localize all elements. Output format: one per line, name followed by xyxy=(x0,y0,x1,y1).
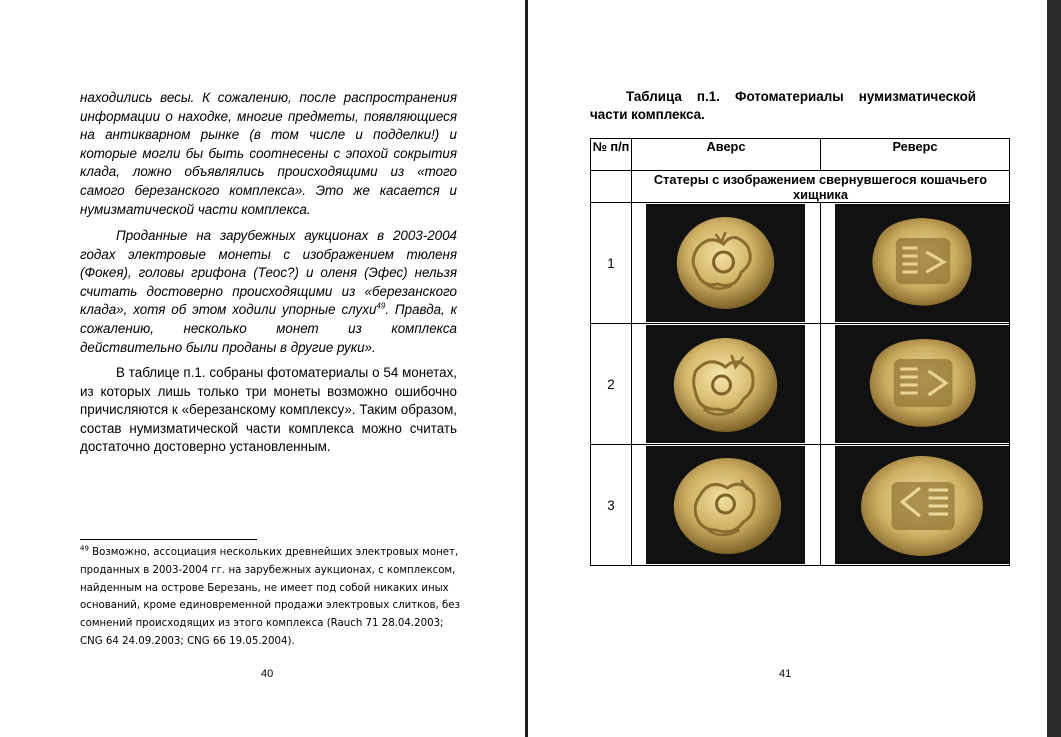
coin-image xyxy=(835,446,1009,564)
footnote-divider xyxy=(80,539,257,540)
row-number: 3 xyxy=(591,445,632,566)
row-number: 1 xyxy=(591,203,632,324)
paragraph-3 xyxy=(80,364,457,457)
paragraph-2-text: Проданные на зарубежных аукционах в 2003-2004 годах электровые монеты с изображением тюленя (Фокея), головы грифона (Теос?) и оленя (Эфес) нельзя считать достоверно происходящими из «березанского клада», хотя об этом ходили упорные слухи xyxy=(80,228,457,318)
group-number-cell xyxy=(591,171,632,203)
revers-cell xyxy=(821,203,1010,324)
coin-image xyxy=(646,446,805,564)
paragraph-1-text: находились весы. К сожалению, после распространения информации о находке, многие предметы, появляющиеся на антикварном рынке (в том числе и подделки!) и которые могли бы быть соотнесены с эпохой сокрытия клада, ложно объявлялись происходящими из «того самого березанского комплекса». Это же касается и нумизматической части комплекса. xyxy=(80,90,457,217)
group-header: Статеры с изображением свернувшегося кошачьего хищника xyxy=(632,171,1010,203)
avers-cell xyxy=(632,445,821,566)
footnote-number: 49 xyxy=(80,544,89,553)
coin-reverse-photo[interactable] xyxy=(835,446,1009,564)
coin-obverse-photo[interactable] xyxy=(646,204,805,322)
coin-reverse-photo[interactable] xyxy=(835,204,1009,322)
coin-image xyxy=(646,325,805,443)
coin-obverse-photo[interactable] xyxy=(646,325,805,443)
viewer-edge xyxy=(1047,0,1061,737)
avers-cell xyxy=(632,324,821,445)
coin-photo-table xyxy=(590,138,1010,566)
coin-reverse-photo[interactable] xyxy=(835,325,1009,443)
table-row xyxy=(591,324,1010,445)
coin-image xyxy=(835,204,1009,322)
row-number: 2 xyxy=(591,324,632,445)
paragraph-2 xyxy=(80,227,457,357)
right-page xyxy=(528,0,1047,737)
footnote-text: Возможно, ассоциация нескольких древнейших электровых монет, проданных в 2003-2004 гг. на зарубежных аукционах, с комплексом, найденным на острове Березань, не имеет под собой никаких иных оснований, кроме единовременной продажи электровых слитков, без сомнений происходящих из этого комплекса (Rauch 71 28.04.2003; CNG 64 24.09.2003; CNG 66 19.05.2004). xyxy=(80,547,460,647)
coin-image xyxy=(835,325,1009,443)
footnote-reference[interactable]: 49 xyxy=(376,301,386,311)
paragraph-2-text-end: . Правда, к сожалению, несколько монет из комплекса действительно были проданы в другие руки». xyxy=(80,302,457,355)
coin-obverse-photo[interactable] xyxy=(646,446,805,564)
table-caption: Таблица п.1. Фотоматериалы нумизматической части комплекса. xyxy=(590,89,976,122)
left-page xyxy=(0,0,526,737)
table-row xyxy=(591,203,1010,324)
paragraph-3-text: В таблице п.1. собраны фотоматериалы о 54 монетах, из которых лишь только три монеты возможно ошибочно причисляются к «березанскому комплексу». Таким образом, состав нумизматической части комплекса можно считать достаточно достоверно установленным. xyxy=(80,365,457,455)
paragraph-1 xyxy=(80,89,457,219)
footnote xyxy=(80,544,460,651)
revers-cell xyxy=(821,445,1010,566)
page-number-right: 41 xyxy=(779,668,792,680)
header-revers: Реверс xyxy=(821,139,1010,171)
coin-image xyxy=(646,204,805,322)
revers-cell xyxy=(821,324,1010,445)
avers-cell xyxy=(632,203,821,324)
header-avers: Аверс xyxy=(632,139,821,171)
header-number: № п/п xyxy=(591,139,632,171)
page-number-left: 40 xyxy=(261,668,274,680)
table-row xyxy=(591,445,1010,566)
